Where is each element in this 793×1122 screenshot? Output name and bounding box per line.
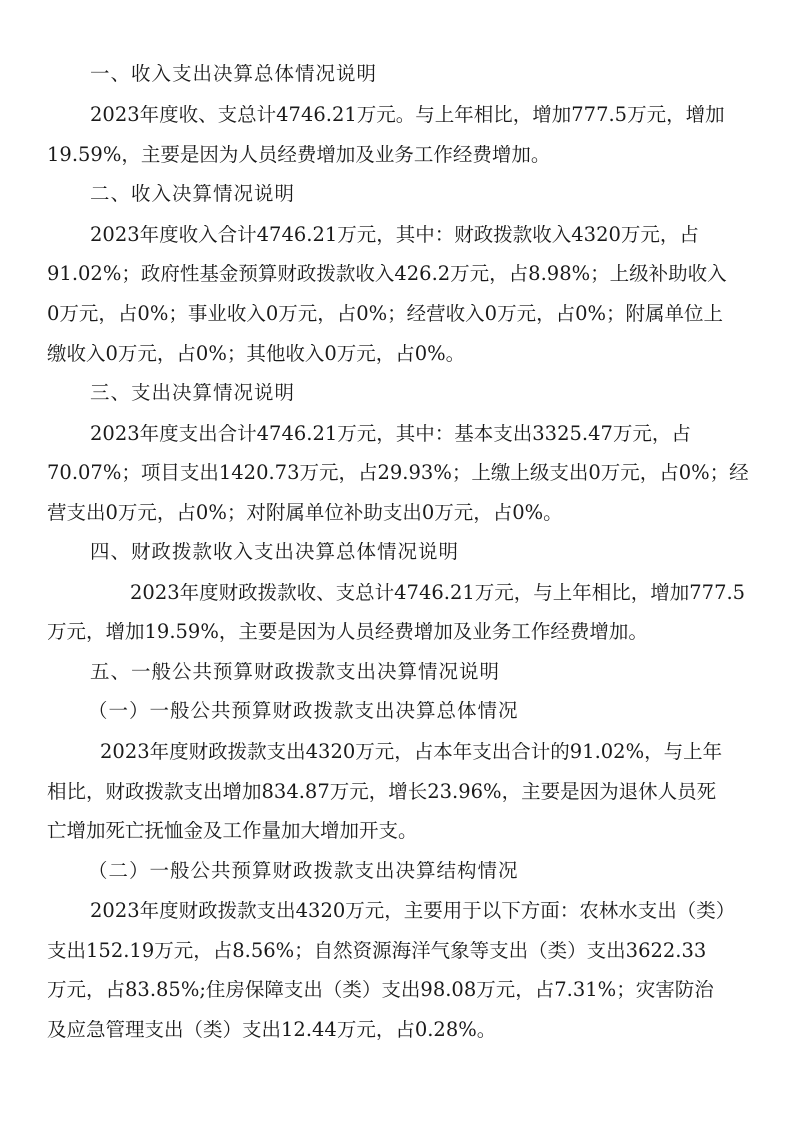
section-heading: 二、收入决算情况说明 — [90, 184, 296, 204]
paragraph-line: 及应急管理支出（类）支出12.44万元，占0.28%。 — [47, 1020, 497, 1040]
paragraph-line: 19.59%，主要是因为人员经费增加及业务工作经费增加。 — [47, 145, 551, 165]
paragraph-line: 2023年度支出合计4746.21万元，其中：基本支出3325.47万元，占 — [90, 424, 691, 444]
paragraph-line: 2023年度收入合计4746.21万元，其中：财政拨款收入4320万元，占 — [90, 225, 699, 245]
paragraph-line: 2023年度财政拨款支出4320万元，占本年支出合计的91.02%，与上年 — [100, 742, 723, 762]
paragraph-line: 相比，财政拨款支出增加834.87万元，增长23.96%，主要是因为退休人员死 — [47, 782, 717, 802]
subsection-heading: （二）一般公共预算财政拨款支出决算结构情况 — [88, 861, 519, 881]
paragraph-line: 91.02%；政府性基金预算财政拨款收入426.2万元，占8.98%；上级补助收入 — [47, 264, 727, 284]
paragraph-line: 万元，占83.85%;住房保障支出（类）支出98.08万元，占7.31%；灾害防治 — [47, 980, 714, 1000]
section-heading: 三、支出决算情况说明 — [90, 383, 296, 403]
section-heading: 四、财政拨款收入支出决算总体情况说明 — [90, 542, 460, 562]
section-heading: 一、收入支出决算总体情况说明 — [90, 64, 378, 84]
paragraph-line: 2023年度财政拨款支出4320万元，主要用于以下方面：农林水支出（类） — [90, 901, 736, 921]
paragraph-line: 万元，增加19.59%，主要是因为人员经费增加及业务工作经费增加。 — [47, 622, 648, 642]
paragraph-line: 支出152.19万元，占8.56%；自然资源海洋气象等支出（类）支出3622.33 — [47, 941, 707, 961]
paragraph-line: 0万元，占0%；事业收入0万元，占0%；经营收入0万元，占0%；附属单位上 — [47, 304, 724, 324]
section-heading: 五、一般公共预算财政拨款支出决算情况说明 — [90, 662, 501, 682]
paragraph-line: 2023年度收、支总计4746.21万元。与上年相比，增加777.5万元，增加 — [90, 105, 725, 125]
paragraph-line: 70.07%；项目支出1420.73万元，占29.93%；上缴上级支出0万元，占0%；经 — [47, 463, 749, 483]
paragraph-line: 2023年度财政拨款收、支总计4746.21万元，与上年相比，增加777.5 — [130, 583, 746, 603]
paragraph-line: 亡增加死亡抚恤金及工作量加大增加开支。 — [47, 821, 418, 841]
subsection-heading: （一）一般公共预算财政拨款支出决算总体情况 — [88, 701, 519, 721]
paragraph-line: 缴收入0万元，占0%；其他收入0万元，占0%。 — [47, 344, 466, 364]
paragraph-line: 营支出0万元，占0%；对附属单位补助支出0万元，占0%。 — [47, 503, 563, 523]
